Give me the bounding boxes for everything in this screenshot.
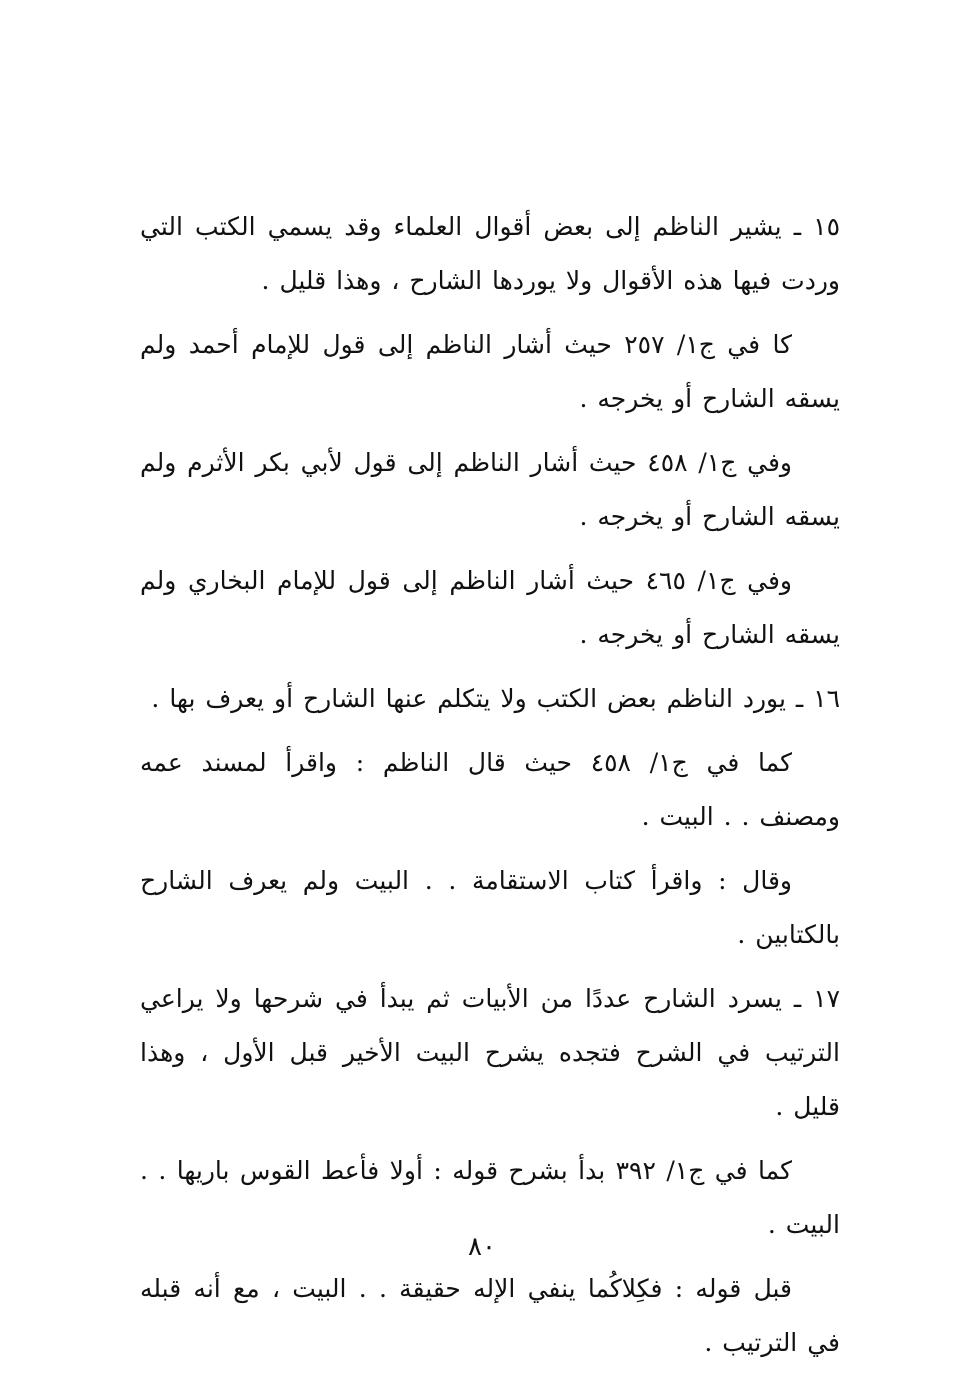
paragraph-15: ١٥ ـ يشير الناظم إلى بعض أقوال العلماء وقد يسمي الكتب التي وردت فيها هذه الأقوال ولا يوردها الشارح ، وهذا قليل .: [140, 212, 840, 295]
example-paragraph: وفي ج١/ ٤٥٨ حيث أشار الناظم إلى قول لأبي بكر الأثرم ولم يسقه الشارح أو يخرجه .: [140, 448, 840, 531]
example-paragraph: كما في ج١/ ٣٩٢ بدأ بشرح قوله : أولا فأعط القوس باريها . . البيت .: [140, 1156, 840, 1239]
paragraph-17: ١٧ ـ يسرد الشارح عددًا من الأبيات ثم يبدأ في شرحها ولا يراعي الترتيب في الشرح فتجده يشرح البيت الأخير قبل الأول ، وهذا قليل .: [140, 984, 840, 1121]
page-body: [140, 200, 840, 1380]
example-paragraph: كما في ج١/ ٤٥٨ حيث قال الناظم : واقرأ لمسند عمه ومصنف . . البيت .: [140, 748, 840, 831]
example-paragraph: قبل قوله : فكِلاكُما ينفي الإله حقيقة . . البيت ، مع أنه قبله في الترتيب .: [140, 1274, 840, 1357]
paragraph-16: ١٦ ـ يورد الناظم بعض الكتب ولا يتكلم عنها الشارح أو يعرف بها .: [151, 684, 840, 713]
page-number: ٨٠: [468, 1232, 496, 1262]
example-paragraph: وقال : واقرأ كتاب الاستقامة . . البيت ولم يعرف الشارح بالكتابين .: [140, 866, 840, 949]
example-paragraph: كا في ج١/ ٢٥٧ حيث أشار الناظم إلى قول للإمام أحمد ولم يسقه الشارح أو يخرجه .: [140, 330, 840, 413]
example-paragraph: وفي ج١/ ٤٦٥ حيث أشار الناظم إلى قول للإمام البخاري ولم يسقه الشارح أو يخرجه .: [140, 566, 840, 649]
